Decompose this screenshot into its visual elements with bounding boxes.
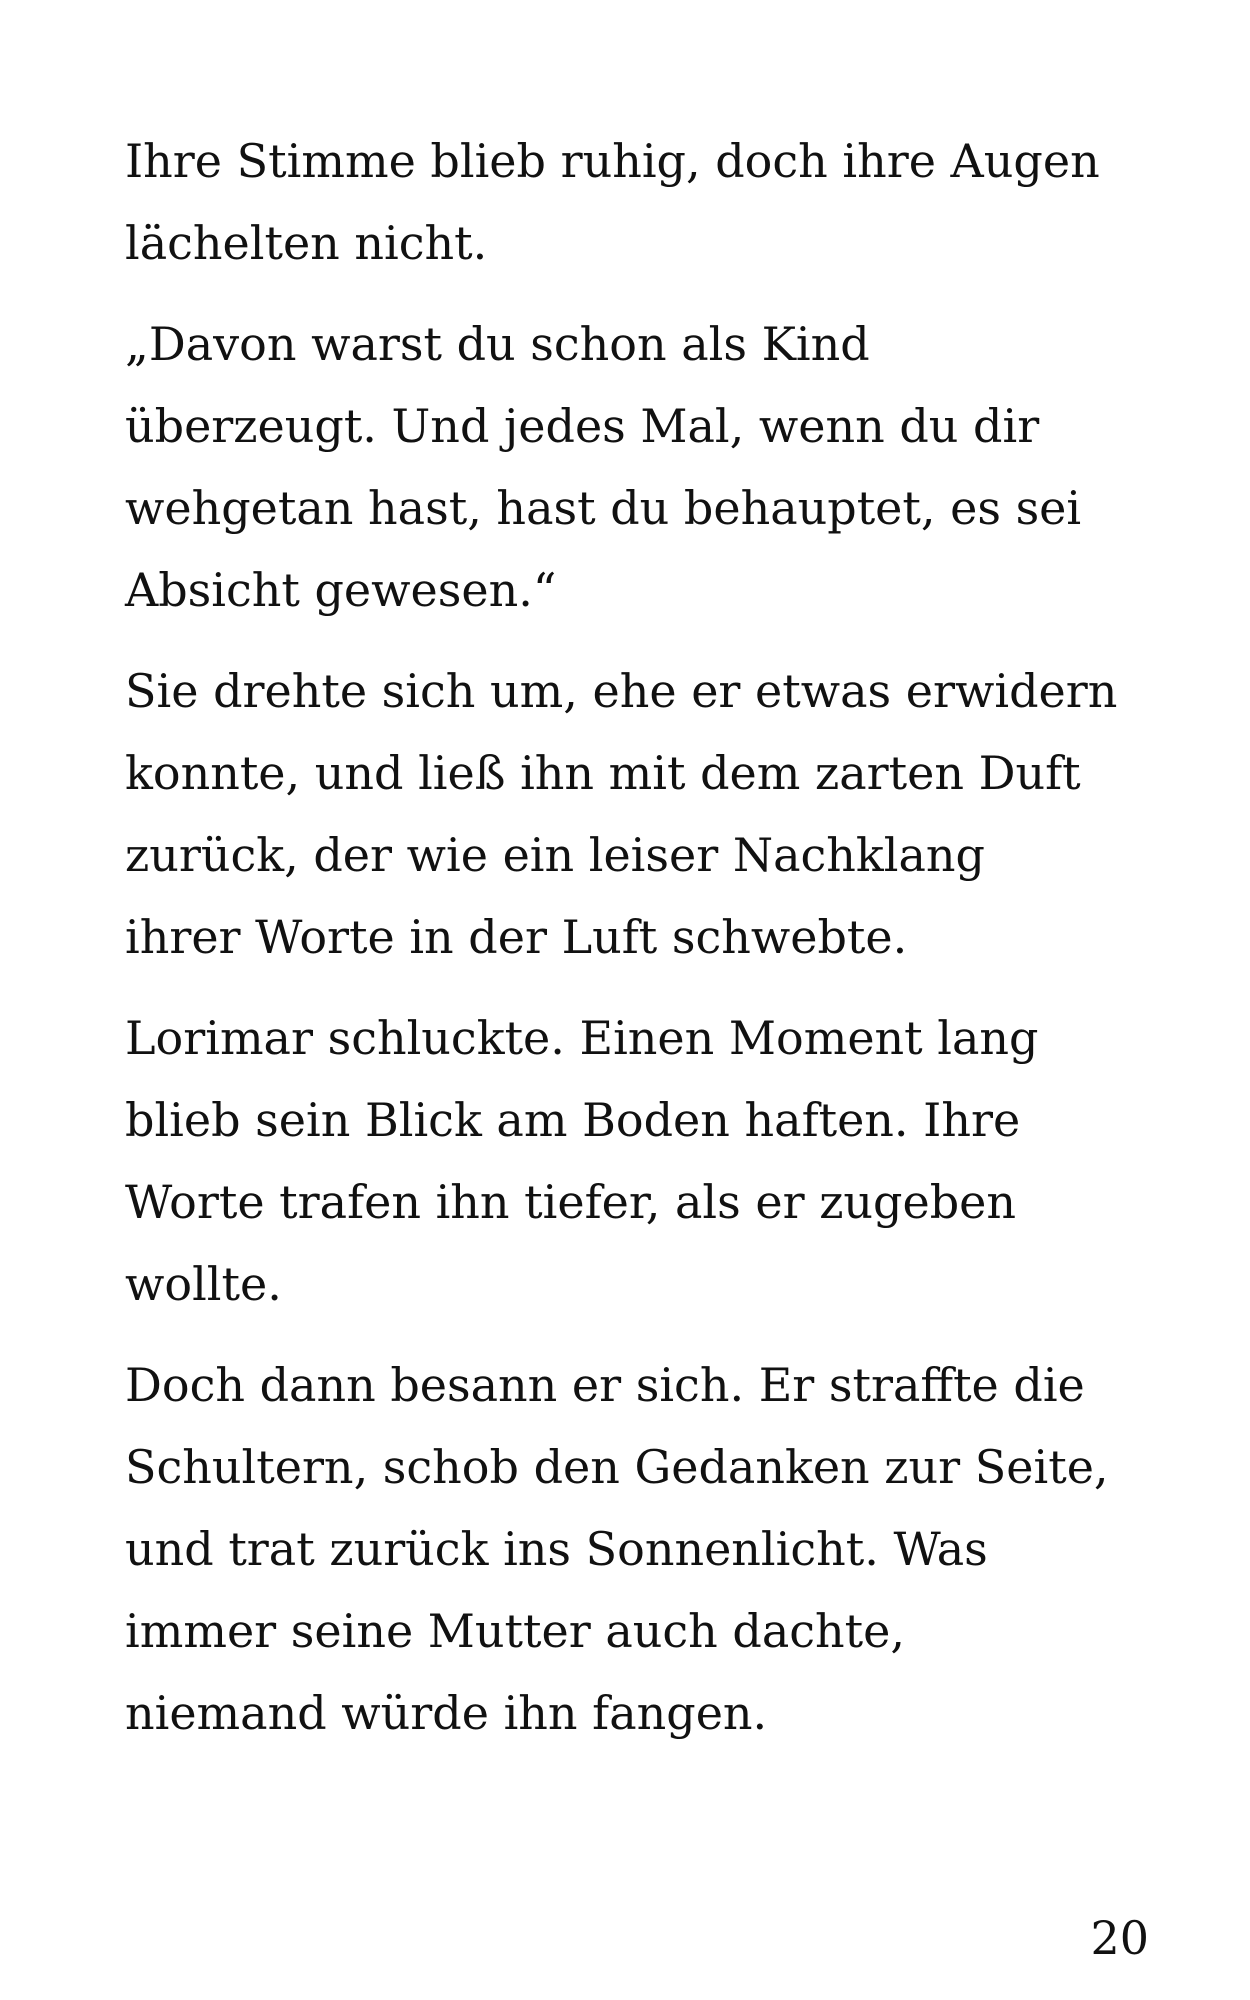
text-line: lächelten nicht.	[125, 216, 488, 270]
text-line: Schultern, schob den Gedanken zur Seite,	[125, 1440, 1109, 1494]
paragraph	[125, 120, 1165, 284]
paragraph	[125, 303, 1165, 631]
text-line: niemand würde ihn fangen.	[125, 1686, 768, 1740]
text-line: wollte.	[125, 1257, 282, 1311]
paragraph	[125, 1344, 1165, 1754]
text-line: Worte trafen ihn tiefer, als er zugeben	[125, 1175, 1017, 1229]
page-number: 20	[1090, 1911, 1149, 1965]
text-line: und trat zurück ins Sonnenlicht. Was	[125, 1522, 988, 1576]
paragraph	[125, 650, 1165, 978]
text-line: blieb sein Blick am Boden haften. Ihre	[125, 1093, 1021, 1147]
text-line: Lorimar schluckte. Einen Moment lang	[125, 1011, 1039, 1065]
text-line: Sie drehte sich um, ehe er etwas erwidern	[125, 664, 1118, 718]
text-line: Absicht gewesen.“	[125, 563, 557, 617]
text-line: konnte, und ließ ihn mit dem zarten Duft	[125, 746, 1081, 800]
body-text	[125, 120, 1165, 1773]
text-line: Doch dann besann er sich. Er straffte die	[125, 1358, 1085, 1412]
text-line: zurück, der wie ein leiser Nachklang	[125, 828, 985, 882]
text-line: „Davon warst du schon als Kind	[125, 317, 870, 371]
text-line: immer seine Mutter auch dachte,	[125, 1604, 905, 1658]
text-line: wehgetan hast, hast du behauptet, es sei	[125, 481, 1082, 535]
text-line: ihrer Worte in der Luft schwebte.	[125, 910, 908, 964]
text-line: überzeugt. Und jedes Mal, wenn du dir	[125, 399, 1040, 453]
text-line: Ihre Stimme blieb ruhig, doch ihre Augen	[125, 134, 1100, 188]
paragraph	[125, 997, 1165, 1325]
